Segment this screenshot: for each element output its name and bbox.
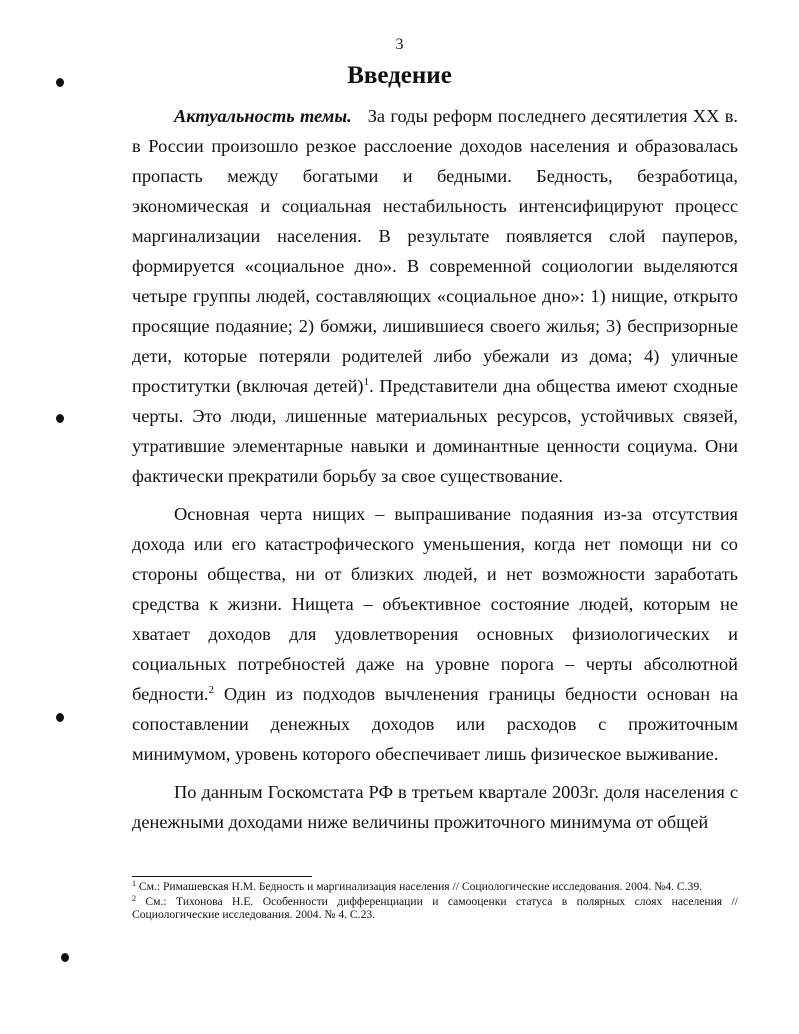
paragraph-text: Один из подходов вычленения границы бедности основан на сопоставлении денежных доходов или расходов с прожиточным минимумом, уровень которого обеспечивает лишь физическое выживание. bbox=[132, 684, 738, 764]
footnote-text: См.: Римашевская Н.М. Бедность и маргинализация населения // Социологические исследования. 2004. №4. С.39. bbox=[136, 880, 703, 893]
page-title: Введение bbox=[347, 62, 452, 89]
binder-hole-mark bbox=[61, 953, 69, 962]
footnote-marker: 1 bbox=[132, 879, 136, 888]
paragraph-text: По данным Госкомстата РФ в третьем квартале 2003г. доля населения с денежными доходами ниже величины прожиточного минимума от общей bbox=[132, 782, 738, 832]
binder-hole-mark bbox=[56, 713, 64, 722]
page-number: 3 bbox=[395, 36, 404, 53]
paragraph-relevance bbox=[132, 101, 738, 491]
paragraph-poverty bbox=[132, 499, 738, 769]
footnote-divider bbox=[132, 876, 312, 877]
footnote-text: См.: Тихонова Н.Е. Особенности дифференциации и самооценки статуса в полярных слоях населения // Социологические исследования. 2004. № 4. С.23. bbox=[132, 895, 738, 921]
paragraph-text: Основная черта нищих – выпрашивание подаяния из-за отсутствия дохода или его катастрофического уменьшения, когда нет помощи ни со стороны общества, ни от близких людей, и нет возможности заработать средства к жизни. Нищета – объективное состояние людей, которым не хватает доходов для удовлетворения основных физиологических и социальных потребностей даже на уровне порога – черты абсолютной бедности. bbox=[132, 504, 738, 704]
binder-hole-mark bbox=[56, 78, 64, 87]
binder-hole-mark bbox=[56, 414, 64, 423]
footnote bbox=[132, 895, 738, 921]
footnotes bbox=[132, 880, 738, 923]
footnote-reference: 1 bbox=[363, 376, 370, 388]
paragraph-text: . Представители дна общества имеют сходные черты. Это люди, лишенные материальных ресурсов, устойчивых связей, утратившие элементарные навыки и доминантные ценности социума. Они фактически прекратили борьбу за свое существование. bbox=[132, 376, 738, 486]
footnote-marker: 2 bbox=[132, 894, 136, 903]
paragraph-statistics bbox=[132, 777, 738, 837]
body-text bbox=[132, 101, 738, 837]
footnote bbox=[132, 880, 738, 893]
paragraph-text: За годы реформ последнего десятилетия XX в. в России произошло резкое расслоение доходов населения и образовалась пропасть между богатыми и бедными. Бедность, безработица, экономическая и социальная нестабильность интенсифицируют процесс маргинализации населения. В результате появляется слой пауперов, формируется «социальное дно». В современной социологии выделяются четыре группы людей, составляющих «социальное дно»: 1) нищие, открыто просящие подаяние; 2) бомжи, лишившиеся своего жилья; 3) беспризорные дети, которые потеряли родителей либо убежали из дома; 4) уличные проститутки (включая детей) bbox=[132, 106, 738, 396]
footnote-reference: 2 bbox=[208, 684, 215, 696]
paragraph-lead-in: Актуальность темы. bbox=[174, 106, 352, 126]
